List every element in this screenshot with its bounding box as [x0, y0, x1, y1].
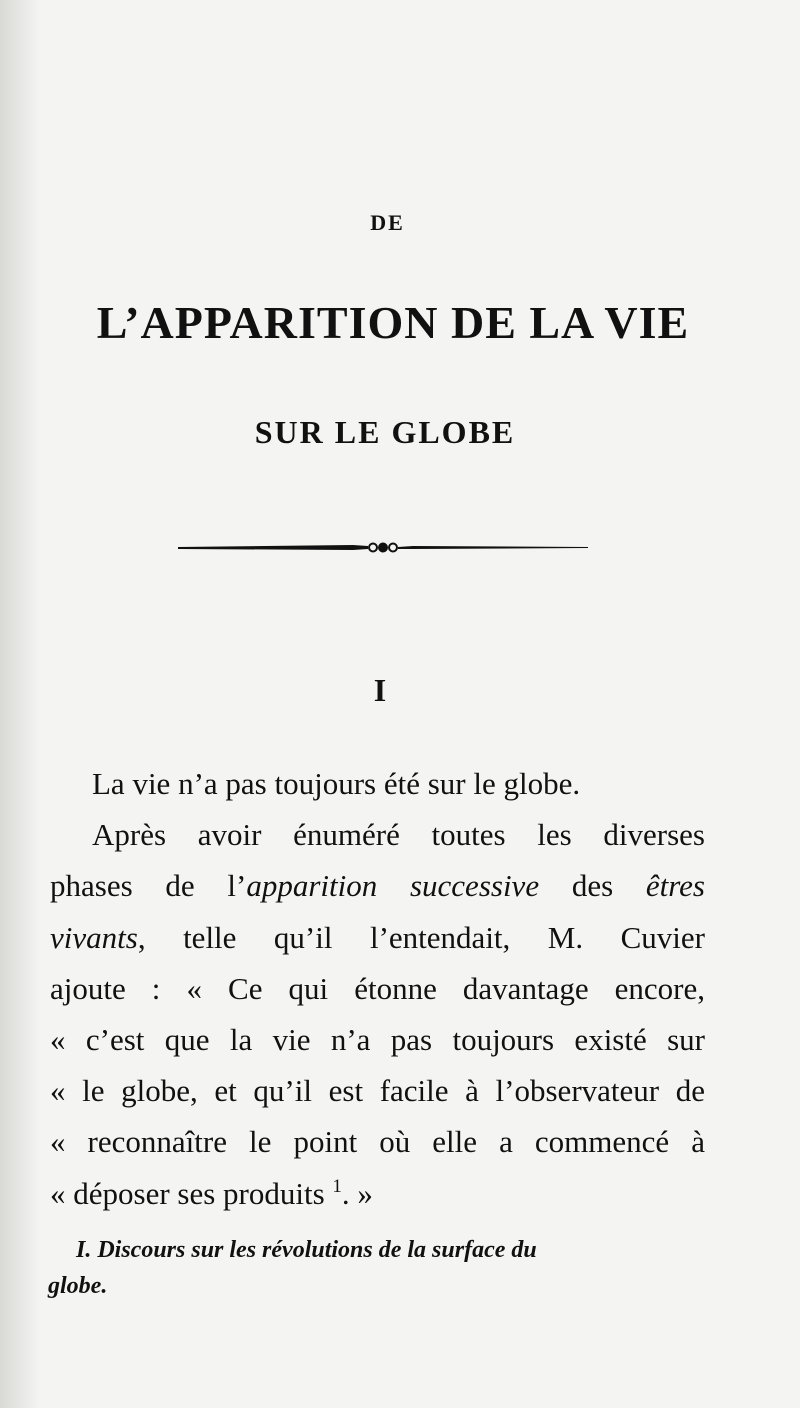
text-span: phases de l’ — [50, 868, 247, 904]
footnote — [48, 1232, 698, 1304]
text-line — [50, 758, 705, 809]
word: énuméré — [293, 817, 400, 853]
text-span: « déposer ses produits — [50, 1175, 325, 1211]
page-subtitle: SUR LE GLOBE — [254, 414, 516, 450]
footnote-line: I. Discours sur les révolutions de la surface du — [76, 1237, 537, 1263]
text-span: des — [539, 868, 646, 904]
text-line — [50, 912, 705, 963]
text-line: « c’est que la vie n’a pas toujours existé sur — [50, 1021, 705, 1057]
page-title: L’APPARITION DE LA VIE — [96, 297, 690, 348]
body-text — [50, 758, 705, 1219]
word: diverses — [603, 817, 705, 853]
word: Après — [92, 817, 167, 853]
text-span: , telle qu’il l’entendait, M. Cuvier — [137, 919, 705, 955]
text-line: « le globe, et qu’il est facile à l’observateur de — [50, 1073, 705, 1109]
italic-text: êtres — [645, 868, 705, 904]
section-number: I — [373, 672, 387, 708]
text-line: ajoute : « Ce qui étonne davantage encore, — [50, 970, 705, 1006]
text-line — [50, 809, 705, 860]
italic-text: vivants — [50, 919, 138, 955]
italic-text: apparition successive — [246, 868, 540, 904]
text-line — [50, 1168, 705, 1219]
text-span: . » — [341, 1175, 373, 1211]
word: toutes — [431, 817, 506, 853]
footnote-line: globe. — [48, 1273, 108, 1299]
text-line — [50, 860, 705, 911]
text-line: « reconnaître le point où elle a commencé à — [50, 1124, 705, 1160]
footnote-marker[interactable]: 1 — [332, 1175, 342, 1197]
ornament-divider — [178, 536, 588, 560]
word: les — [537, 817, 572, 853]
title-prefix: DE — [370, 210, 405, 235]
word: avoir — [197, 817, 262, 853]
paragraph-1: La vie n’a pas toujours été sur le globe. — [92, 766, 581, 801]
